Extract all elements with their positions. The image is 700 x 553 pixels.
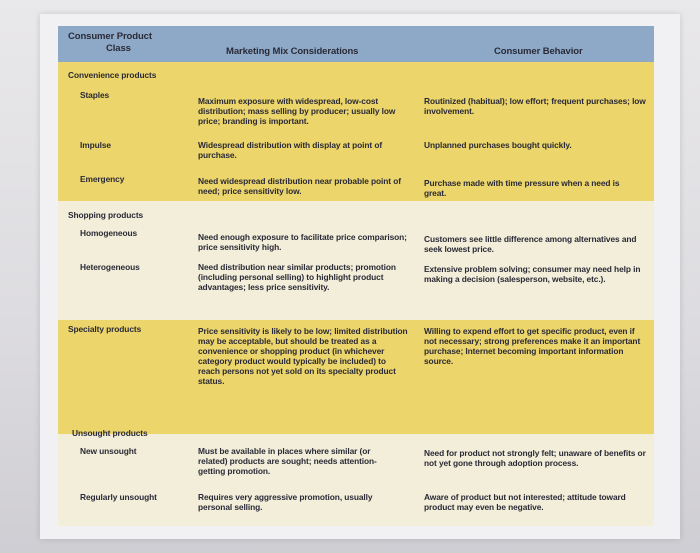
row-mix-homogeneous: Need enough exposure to facilitate price comparison; price sensitivity high. — [198, 232, 407, 252]
row-label-heterogeneous: Heterogeneous — [80, 262, 140, 272]
row-mix-emergency: Need widespread distribution near probable point of need; price sensitivity low. — [198, 176, 401, 196]
row-mix-impulse: Widespread distribution with display at point of purchase. — [198, 140, 383, 160]
row-mix-heterogeneous: Need distribution near similar products; promotion (including personal selling) to highlight product advantages; less price sensitivity. — [198, 262, 396, 292]
row-behavior-regularly-unsought: Aware of product but not interested; attitude toward product may even be negative. — [424, 492, 626, 512]
header-consumer-behavior: Consumer Behavior — [494, 46, 583, 57]
row-mix-staples: Maximum exposure with widespread, low-cost distribution; mass selling by producer; usually low price; branding is important. — [198, 96, 396, 126]
row-behavior-new-unsought: Need for product not strongly felt; unaware of benefits or not yet gone through adoption process. — [424, 448, 646, 468]
row-mix-new-unsought: Must be available in places where similar (or related) products are sought; needs attention-getting promotion. — [198, 446, 377, 476]
header-class-line1: Consumer Product — [68, 31, 152, 42]
row-label-staples: Staples — [80, 90, 110, 100]
row-label-regularly-unsought: Regularly unsought — [80, 492, 157, 502]
row-label-impulse: Impulse — [80, 140, 111, 150]
row-label-specialty-products: Specialty products — [68, 324, 142, 334]
row-behavior-homogeneous: Customers see little difference among alternatives and seek lowest price. — [424, 234, 637, 254]
row-label-new-unsought: New unsought — [80, 446, 137, 456]
group-shopping-products: Shopping products — [68, 210, 144, 220]
row-behavior-heterogeneous: Extensive problem solving; consumer may need help in making a decision (salesperson, website, etc.). — [424, 264, 641, 284]
group-convenience-products: Convenience products — [68, 70, 157, 80]
row-behavior-staples: Routinized (habitual); low effort; frequent purchases; low involvement. — [424, 96, 646, 116]
group-unsought-products: Unsought products — [72, 428, 148, 438]
row-behavior-specialty: Willing to expend effort to get specific product, even if not necessary; strong preferences make it an important purchase; Internet becoming important information source. — [424, 326, 641, 366]
header-marketing-mix: Marketing Mix Considerations — [226, 46, 359, 57]
row-behavior-emergency: Purchase made with time pressure when a need is great. — [424, 178, 620, 198]
row-label-emergency: Emergency — [80, 174, 125, 184]
row-behavior-impulse: Unplanned purchases bought quickly. — [424, 140, 572, 150]
row-mix-specialty: Price sensitivity is likely to be low; limited distribution may be acceptable, but should be treated as a convenience or shopping product (in whichever category product would typically be included) to reach persons not yet sold on its specialty product status. — [198, 326, 408, 386]
product-classification-table — [58, 26, 654, 526]
header-class-line2: Class — [106, 43, 131, 54]
row-label-homogeneous: Homogeneous — [80, 228, 138, 238]
row-mix-regularly-unsought: Requires very aggressive promotion, usually personal selling. — [198, 492, 373, 512]
